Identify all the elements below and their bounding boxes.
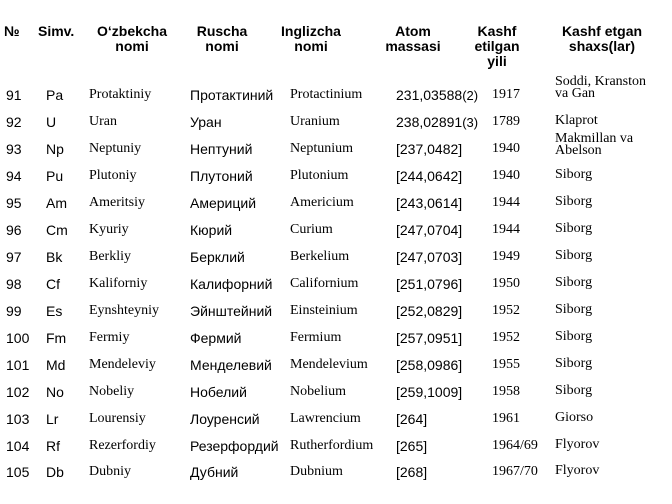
cell-russian-name: Эйнштейний	[190, 303, 273, 319]
cell-discoverers: Siborg	[555, 383, 593, 398]
cell-year: 1944	[492, 222, 520, 237]
cell-uzbek-name: Lourensiy	[89, 411, 146, 426]
cell-english-name: Americium	[290, 195, 354, 210]
cell-year: 1917	[492, 87, 520, 102]
cell-russian-name: Уран	[190, 114, 222, 130]
cell-uzbek-name: Berkliy	[89, 249, 131, 264]
cell-number: 96	[6, 222, 22, 238]
cell-russian-name: Дубний	[190, 464, 239, 480]
cell-discoverers: Soddi, Kranston va Gan	[555, 74, 646, 101]
cell-symbol: Bk	[46, 249, 63, 265]
cell-uzbek-name: Rezerfordiy	[89, 438, 156, 453]
cell-russian-name: Калифорний	[190, 276, 273, 292]
cell-uzbek-name: Dubniy	[89, 464, 131, 479]
header-uzbek-name: O‘zbekcha nomi	[96, 23, 168, 54]
cell-discoverers: Flyorov	[555, 437, 600, 452]
cell-atomic-mass: [268]	[396, 464, 428, 480]
cell-russian-name: Фермий	[190, 330, 242, 346]
cell-russian-name: Протактиний	[190, 87, 274, 103]
cell-russian-name: Берклий	[190, 249, 245, 265]
cell-number: 98	[6, 276, 22, 292]
cell-year: 1952	[492, 303, 520, 318]
table-row	[0, 385, 672, 411]
cell-symbol: No	[46, 384, 64, 400]
table-row	[0, 131, 672, 168]
table-row	[0, 74, 672, 114]
cell-number: 91	[6, 87, 22, 103]
cell-discoverers: Siborg	[555, 302, 593, 317]
cell-english-name: Einsteinium	[290, 303, 358, 318]
cell-russian-name: Кюрий	[190, 222, 233, 238]
table-row	[0, 358, 672, 384]
cell-discoverers: Klaprot	[555, 113, 598, 128]
cell-english-name: Mendelevium	[290, 357, 368, 372]
header-number: №	[4, 23, 20, 39]
table-row	[0, 439, 672, 465]
cell-uzbek-name: Uran	[89, 114, 117, 129]
header-discoverers: Kashf etgan shaxs(lar)	[561, 23, 643, 54]
cell-number: 93	[6, 141, 22, 157]
table-row	[0, 196, 672, 222]
cell-number: 95	[6, 195, 22, 211]
cell-discoverers: Flyorov	[555, 463, 600, 478]
cell-year: 1950	[492, 276, 520, 291]
cell-atomic-mass: [264]	[396, 411, 428, 427]
cell-english-name: Uranium	[290, 114, 340, 129]
cell-symbol: Pu	[46, 168, 64, 184]
cell-discoverers: Siborg	[555, 329, 593, 344]
cell-uzbek-name: Kyuriy	[89, 222, 129, 237]
cell-number: 101	[6, 357, 30, 373]
cell-symbol: U	[46, 114, 57, 130]
cell-uzbek-name: Ameritsiy	[89, 195, 145, 210]
cell-year: 1789	[492, 114, 520, 129]
cell-discoverers: Siborg	[555, 194, 593, 209]
cell-year: 1949	[492, 249, 520, 264]
cell-english-name: Berkelium	[290, 249, 350, 264]
cell-year: 1961	[492, 411, 520, 426]
cell-russian-name: Менделевий	[190, 357, 272, 373]
cell-year: 1952	[492, 330, 520, 345]
table-row	[0, 250, 672, 276]
cell-english-name: Nobelium	[290, 384, 346, 399]
cell-english-name: Lawrencium	[290, 411, 361, 426]
cell-russian-name: Плутоний	[190, 168, 253, 184]
cell-atomic-mass: 231,03588(2)	[396, 87, 479, 103]
cell-atomic-mass: [265]	[396, 438, 428, 454]
cell-number: 104	[6, 438, 30, 454]
cell-symbol: Cm	[46, 222, 68, 238]
table-row	[0, 304, 672, 330]
cell-english-name: Plutonium	[290, 168, 349, 183]
cell-atomic-mass: [259,1009]	[396, 384, 463, 400]
cell-mass-uncertainty: (2)	[462, 88, 479, 103]
cell-english-name: Californium	[290, 276, 359, 291]
cell-uzbek-name: Nobeliy	[89, 384, 135, 399]
cell-symbol: Am	[46, 195, 67, 211]
cell-number: 97	[6, 249, 22, 265]
cell-uzbek-name: Plutoniy	[89, 168, 137, 183]
cell-symbol: Np	[46, 141, 64, 157]
cell-number: 99	[6, 303, 22, 319]
cell-atomic-mass: [252,0829]	[396, 303, 463, 319]
cell-english-name: Rutherfordium	[290, 438, 374, 453]
cell-mass-uncertainty: (3)	[462, 115, 479, 130]
cell-russian-name: Резерфордий	[190, 438, 279, 454]
cell-discoverers: Siborg	[555, 275, 593, 290]
cell-discoverers: Makmillan va Abelson	[555, 131, 634, 158]
cell-uzbek-name: Protaktiniy	[89, 87, 152, 102]
cell-discoverers: Siborg	[555, 248, 593, 263]
cell-discoverers: Siborg	[555, 221, 593, 236]
cell-year: 1958	[492, 384, 520, 399]
cell-symbol: Md	[46, 357, 66, 373]
cell-english-name: Neptunium	[290, 141, 353, 156]
cell-number: 100	[6, 330, 30, 346]
table-row	[0, 412, 672, 438]
cell-russian-name: Америций	[190, 195, 257, 211]
cell-symbol: Es	[46, 303, 63, 319]
cell-english-name: Curium	[290, 222, 333, 237]
header-english-name: Inglizcha nomi	[281, 23, 341, 54]
cell-atomic-mass: [251,0796]	[396, 276, 463, 292]
cell-atomic-mass: [243,0614]	[396, 195, 463, 211]
cell-number: 92	[6, 114, 22, 130]
cell-discoverers: Siborg	[555, 356, 593, 371]
cell-number: 94	[6, 168, 22, 184]
cell-symbol: Lr	[46, 411, 59, 427]
cell-uzbek-name: Eynshteyniy	[89, 303, 159, 318]
cell-year: 1940	[492, 141, 520, 156]
table-row	[0, 465, 672, 491]
cell-uzbek-name: Kaliforniy	[89, 276, 148, 291]
cell-discoverers: Giorso	[555, 410, 594, 425]
cell-year: 1964/69	[492, 438, 538, 453]
cell-russian-name: Нобелий	[190, 384, 247, 400]
header-russian-name: Ruscha nomi	[196, 23, 248, 54]
cell-year: 1955	[492, 357, 520, 372]
header-discovery-year: Kashf etilgan yili	[474, 23, 520, 69]
cell-atomic-mass: 238,02891(3)	[396, 114, 479, 130]
cell-uzbek-name: Fermiy	[89, 330, 130, 345]
cell-russian-name: Нептуний	[190, 141, 253, 157]
table-row	[0, 223, 672, 249]
cell-symbol: Db	[46, 464, 64, 480]
cell-number: 103	[6, 411, 30, 427]
header-atomic-mass: Atom massasi	[385, 23, 441, 54]
cell-year: 1944	[492, 195, 520, 210]
cell-symbol: Cf	[46, 276, 60, 292]
cell-english-name: Dubnium	[290, 464, 343, 479]
cell-atomic-mass: [247,0704]	[396, 222, 463, 238]
cell-symbol: Pa	[46, 87, 64, 103]
cell-year: 1967/70	[492, 464, 538, 479]
table-row	[0, 277, 672, 303]
cell-english-name: Protactinium	[290, 87, 363, 102]
cell-russian-name: Лоуренсий	[190, 411, 260, 427]
cell-uzbek-name: Mendeleviy	[89, 357, 156, 372]
cell-uzbek-name: Neptuniy	[89, 141, 142, 156]
cell-symbol: Rf	[46, 438, 60, 454]
header-symbol: Simv.	[38, 23, 75, 39]
cell-symbol: Fm	[46, 330, 67, 346]
cell-atomic-mass: [257,0951]	[396, 330, 463, 346]
cell-year: 1940	[492, 168, 520, 183]
cell-english-name: Fermium	[290, 330, 342, 345]
cell-atomic-mass: [244,0642]	[396, 168, 463, 184]
cell-atomic-mass: [258,0986]	[396, 357, 463, 373]
cell-atomic-mass: [247,0703]	[396, 249, 463, 265]
cell-number: 102	[6, 384, 30, 400]
cell-discoverers: Siborg	[555, 167, 593, 182]
cell-atomic-mass: [237,0482]	[396, 141, 463, 157]
table-row	[0, 331, 672, 357]
table-row	[0, 169, 672, 195]
cell-number: 105	[6, 464, 30, 480]
